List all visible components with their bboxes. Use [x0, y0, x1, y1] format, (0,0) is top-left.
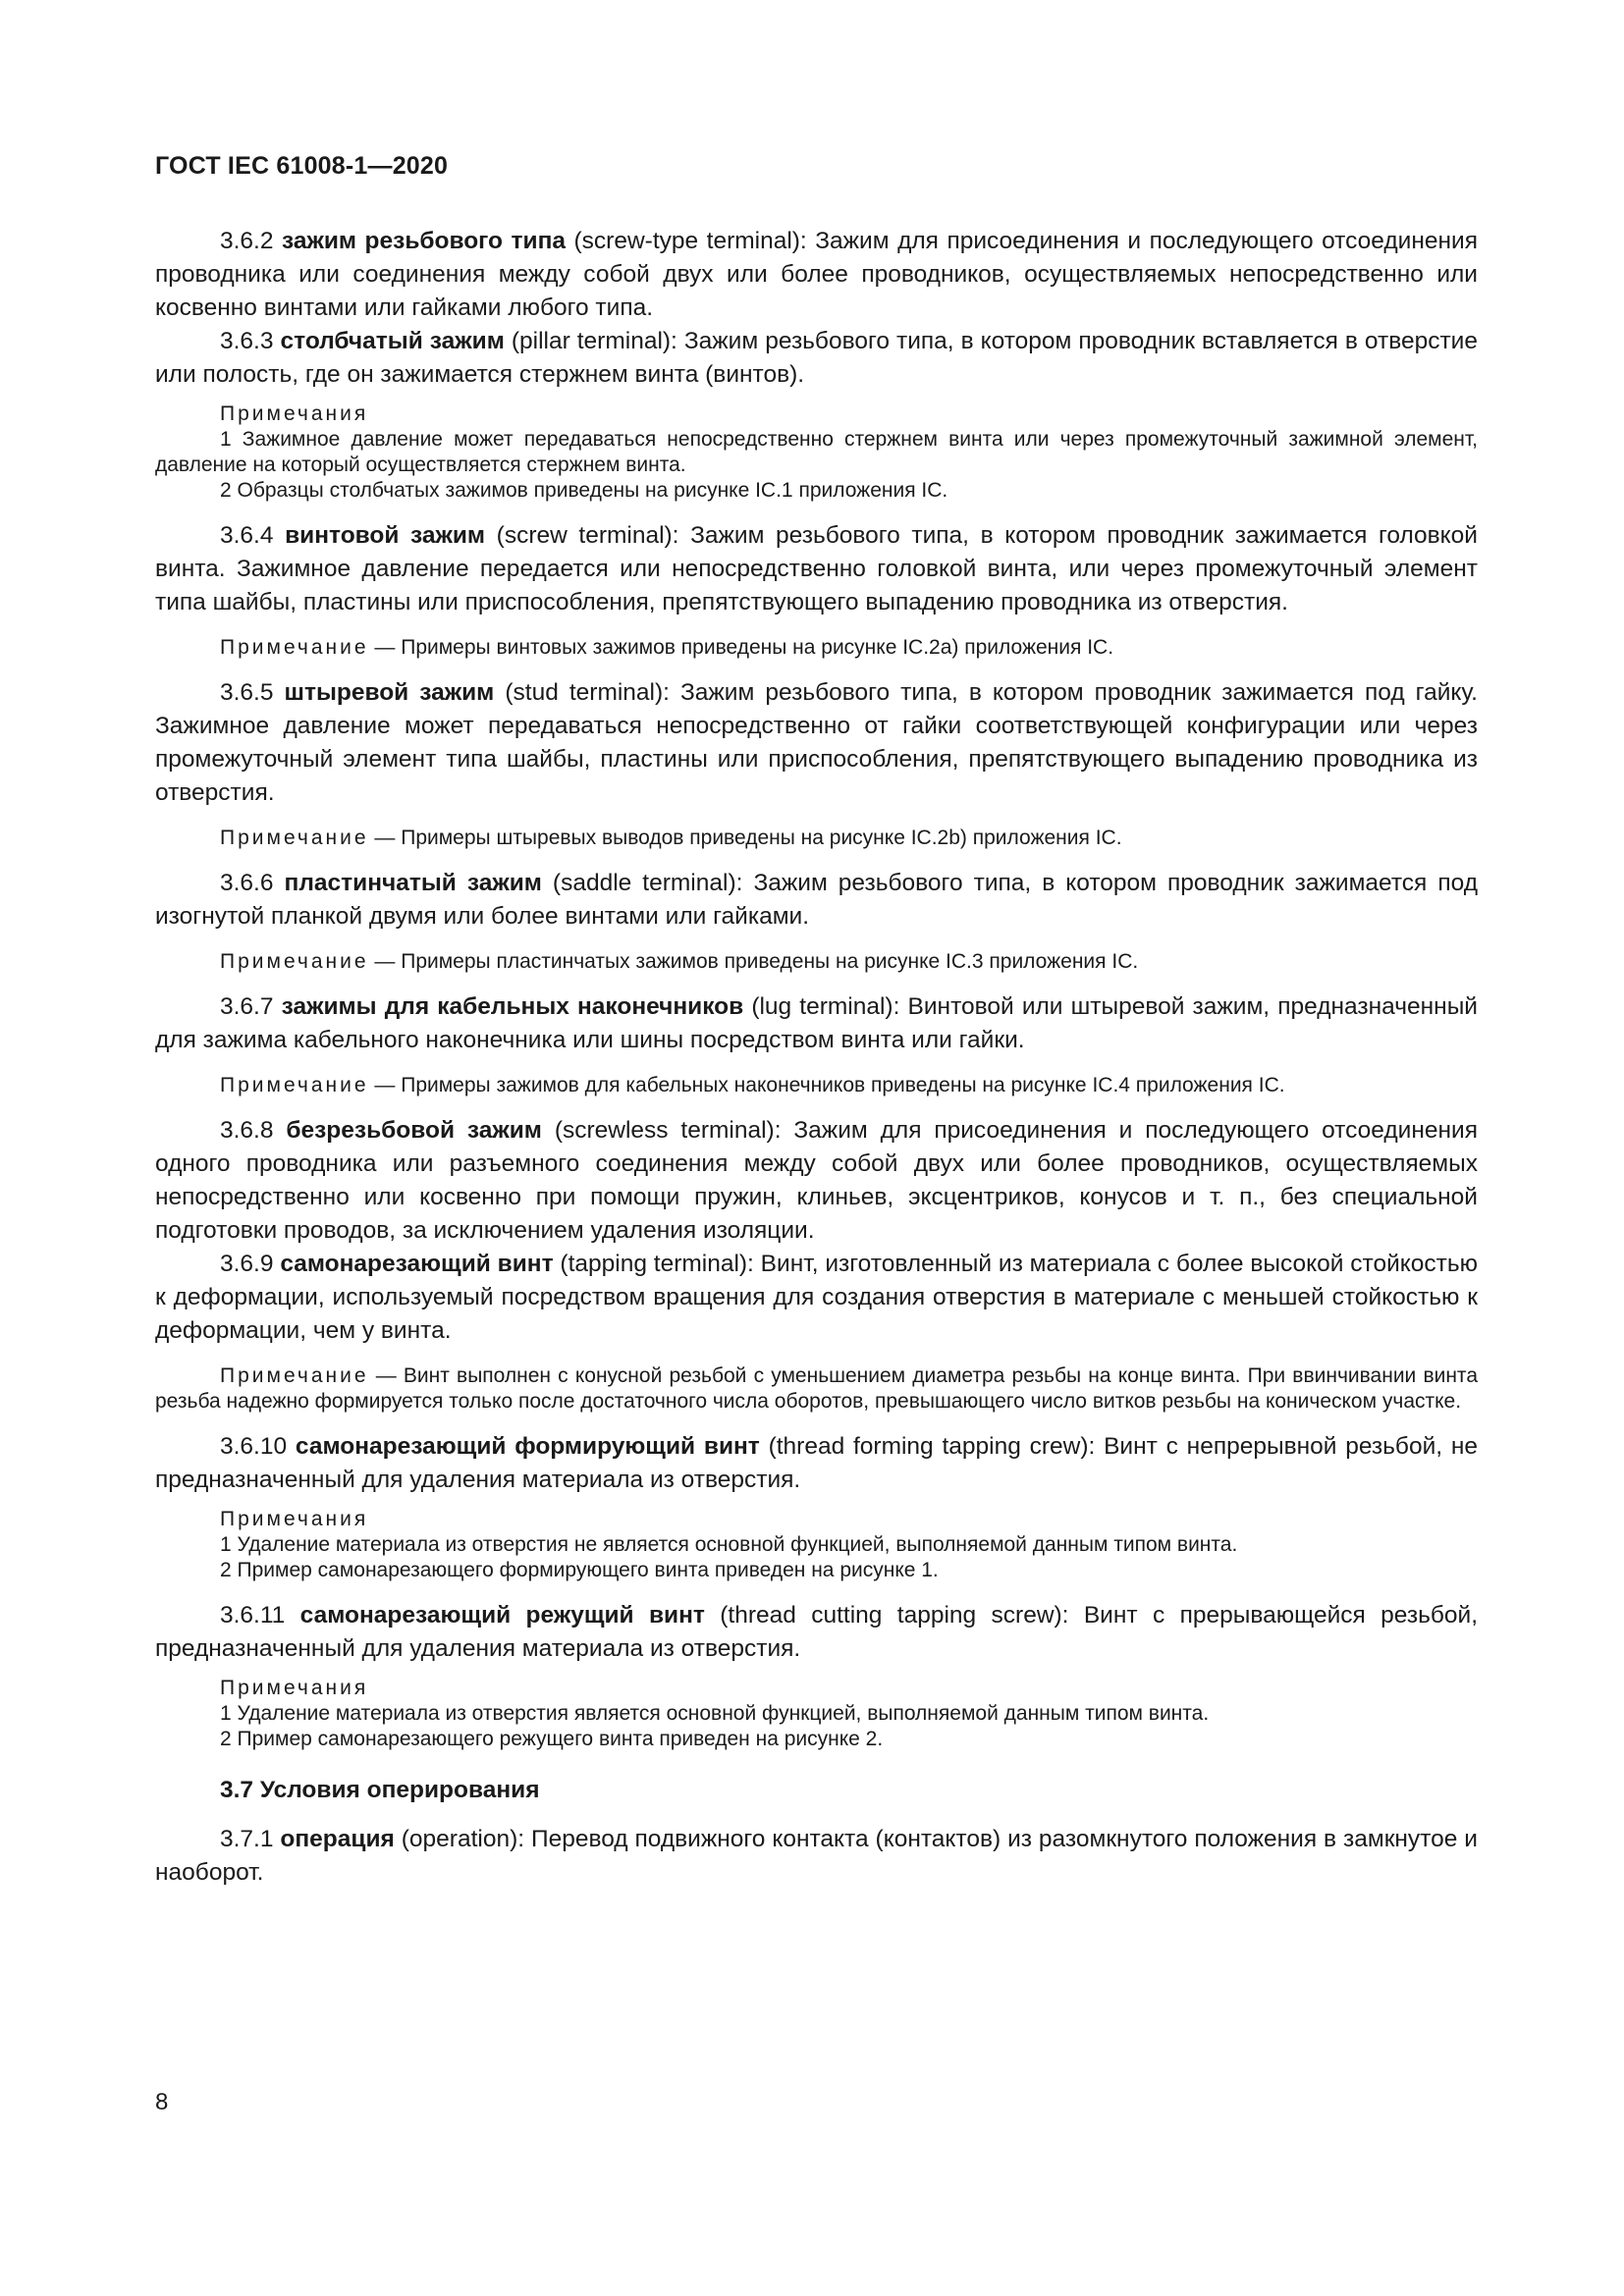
term: столбчатый зажим	[280, 328, 505, 354]
note-line: 2 Пример самонарезающего формирующего винта приведен на рисунке 1.	[220, 1559, 939, 1581]
clause-3-6-5: 3.6.5 штыревой зажим (stud terminal): Зажим резьбового типа, в котором проводник зажимается под гайку. Зажимное давление может передаваться непосредственно от гайки соответствующей конфигурации или через промежуточный элемент типа шайбы, пластины или приспособления, препятствующего выпадению проводника из отверстия.	[155, 679, 1478, 806]
clause-3-6-9: 3.6.9 самонарезающий винт (tapping terminal): Винт, изготовленный из материала с более высокой стойкостью к деформации, используемый посредством вращения для создания отверстия в материале с меньшей стойкостью к деформации, чем у винта.	[155, 1251, 1478, 1344]
note-line: 2 Образцы столбчатых зажимов приведены на рисунке IC.1 приложения IC.	[220, 479, 948, 502]
note-heading: Примечания	[220, 1508, 369, 1530]
term: зажимы для кабельных наконечников	[281, 993, 744, 1020]
clause-3-6-3: 3.6.3 столбчатый зажим (pillar terminal): Зажим резьбового типа, в котором проводник вставляется в отверстие или полость, где он зажимается стержнем винта (винтов).	[155, 328, 1478, 388]
clause-3-6-8: 3.6.8 безрезьбовой зажим (screwless terminal): Зажим для присоединения и последующего отсоединения одного проводника или разъемного соединения между собой двух или более проводников, осуществляемых непосредственно или косвенно при помощи пружин, клиньев, эксцентриков, конусов и т. п., без специальной подготовки проводов, за исключением удаления изоляции.	[155, 1117, 1478, 1244]
note-line: 2 Пример самонарезающего режущего винта приведен на рисунке 2.	[220, 1728, 884, 1750]
clause-3-6-6: 3.6.6 пластинчатый зажим (saddle terminal): Зажим резьбового типа, в котором проводник зажимается под изогнутой планкой двумя или более винтами или гайками.	[155, 870, 1478, 930]
clause-3-6-2: 3.6.2 зажим резьбового типа (screw-type terminal): Зажим для присоединения и последующего отсоединения проводника или соединения между собой двух или более проводников, осуществляемых непосредственно или косвенно винтами или гайками любого типа.	[155, 228, 1478, 321]
note-heading: Примечания	[220, 402, 369, 425]
term: безрезьбовой зажим	[286, 1117, 542, 1144]
document-code-header: ГОСТ IEC 61008-1—2020	[155, 152, 449, 180]
note-line: 1 Зажимное давление может передаваться непосредственно стержнем винта или через промежуточный зажимной элемент, давление на который осуществляется стержнем винта.	[155, 428, 1478, 476]
term: самонарезающий винт	[280, 1251, 554, 1277]
note-line: 1 Удаление материала из отверстия является основной функцией, выполняемой данным типом винта.	[220, 1702, 1210, 1725]
section-heading-3-7: 3.7 Условия оперирования	[220, 1777, 540, 1803]
clause-3-6-4: 3.6.4 винтовой зажим (screw terminal): Зажим резьбового типа, в котором проводник зажимается головкой винта. Зажимное давление передается или непосредственно головкой винта, или через промежуточный элемент типа шайбы, пластины или приспособления, препятствующего выпадению проводника из отверстия.	[155, 522, 1478, 615]
note-3-6-6: Примечание — Примеры пластинчатых зажимов приведены на рисунке IC.3 приложения IC.	[220, 950, 1139, 973]
term: штыревой зажим	[284, 679, 495, 706]
note-line: 1 Удаление материала из отверстия не является основной функцией, выполняемой данным типом винта.	[220, 1533, 1238, 1556]
page-number: 8	[155, 2089, 169, 2115]
term: операция	[280, 1826, 395, 1852]
note-3-6-9: Примечание — Винт выполнен с конусной резьбой с уменьшением диаметра резьбы на конце винта. При ввинчивании винта резьба надежно формируется только после достаточного числа оборотов, превышающего число витков резьбы на коническом участке.	[155, 1364, 1478, 1413]
clause-3-7-1: 3.7.1 операция (operation): Перевод подвижного контакта (контактов) из разомкнутого положения в замкнутое и наоборот.	[155, 1826, 1478, 1886]
term: самонарезающий формирующий винт	[295, 1433, 760, 1460]
clause-3-6-11: 3.6.11 самонарезающий режущий винт (thread cutting tapping screw): Винт с прерывающейся резьбой, предназначенный для удаления материала из отверстия.	[155, 1602, 1479, 1662]
note-heading: Примечания	[220, 1677, 369, 1699]
term: самонарезающий режущий винт	[299, 1602, 705, 1629]
note-3-6-4: Примечание — Примеры винтовых зажимов приведены на рисунке IC.2a) приложения IC.	[220, 636, 1114, 659]
note-3-6-5: Примечание — Примеры штыревых выводов приведены на рисунке IC.2b) приложения IC.	[220, 827, 1122, 849]
clause-3-6-7: 3.6.7 зажимы для кабельных наконечников (lug terminal): Винтовой или штыревой зажим, предназначенный для зажима кабельного наконечника или шины посредством винта или гайки.	[155, 993, 1478, 1053]
document-body	[155, 225, 1478, 1890]
note-3-6-7: Примечание — Примеры зажимов для кабельных наконечников приведены на рисунке IC.4 приложения IC.	[220, 1074, 1285, 1096]
term: зажим резьбового типа	[282, 228, 567, 254]
term: винтовой зажим	[285, 522, 486, 549]
clause-3-6-10: 3.6.10 самонарезающий формирующий винт (thread forming tapping crew): Винт с непрерывной резьбой, не предназначенный для удаления материала из отверстия.	[155, 1433, 1478, 1493]
term: пластинчатый зажим	[284, 870, 542, 896]
